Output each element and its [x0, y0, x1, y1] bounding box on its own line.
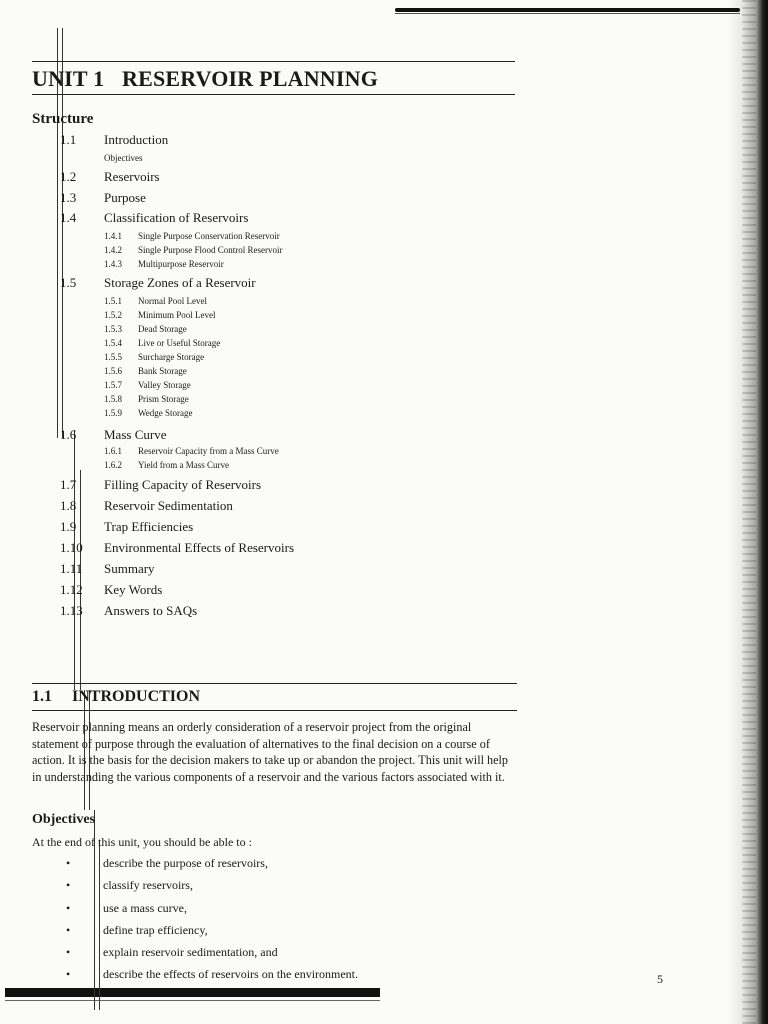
bullet-icon: •	[66, 967, 71, 981]
scan-bottom-line	[5, 1000, 380, 1001]
header-rule-bottom	[32, 94, 515, 95]
scan-binding-line	[99, 840, 100, 1010]
section-title-text: INTRODUCTION	[72, 688, 201, 705]
page-number: 5	[657, 972, 663, 986]
bullet-icon: •	[66, 878, 71, 892]
introduction-paragraph: Reservoir planning means an orderly consideration of a reservoir project from the original statement of purpose through the evaluation of alternatives to the final decision on a course of action. It is the basis for the decision makers to take up or abandon the project. This unit will help in understanding the various components of a reservoir and the various factors associated with it.	[32, 720, 508, 784]
bullet-icon: •	[66, 901, 71, 915]
scan-bottom-bar	[5, 988, 380, 997]
section-number: 1.1	[32, 688, 52, 705]
bullet-icon: •	[66, 945, 71, 959]
section-rule-bottom	[32, 710, 517, 711]
bullet-icon: •	[66, 856, 71, 870]
bullet-icon: •	[66, 923, 71, 937]
unit-title-text: RESERVOIR PLANNING	[122, 66, 379, 91]
structure-heading: Structure	[32, 111, 94, 127]
scan-binding-line	[74, 430, 75, 690]
objectives-lead: At the end of this unit, you should be able to :	[32, 835, 252, 849]
scan-binding-line	[80, 470, 81, 690]
scan-edge-noise	[742, 0, 756, 1024]
scan-top-bar	[395, 8, 740, 12]
header-rule-top	[32, 61, 515, 62]
scan-top-line	[395, 13, 740, 14]
section-rule-top	[32, 683, 517, 684]
unit-title	[32, 66, 378, 92]
objectives-heading: Objectives	[32, 812, 95, 827]
unit-number: UNIT 1	[32, 66, 105, 91]
toc-sub-item: Objectives	[104, 153, 143, 163]
section-title	[32, 688, 200, 706]
